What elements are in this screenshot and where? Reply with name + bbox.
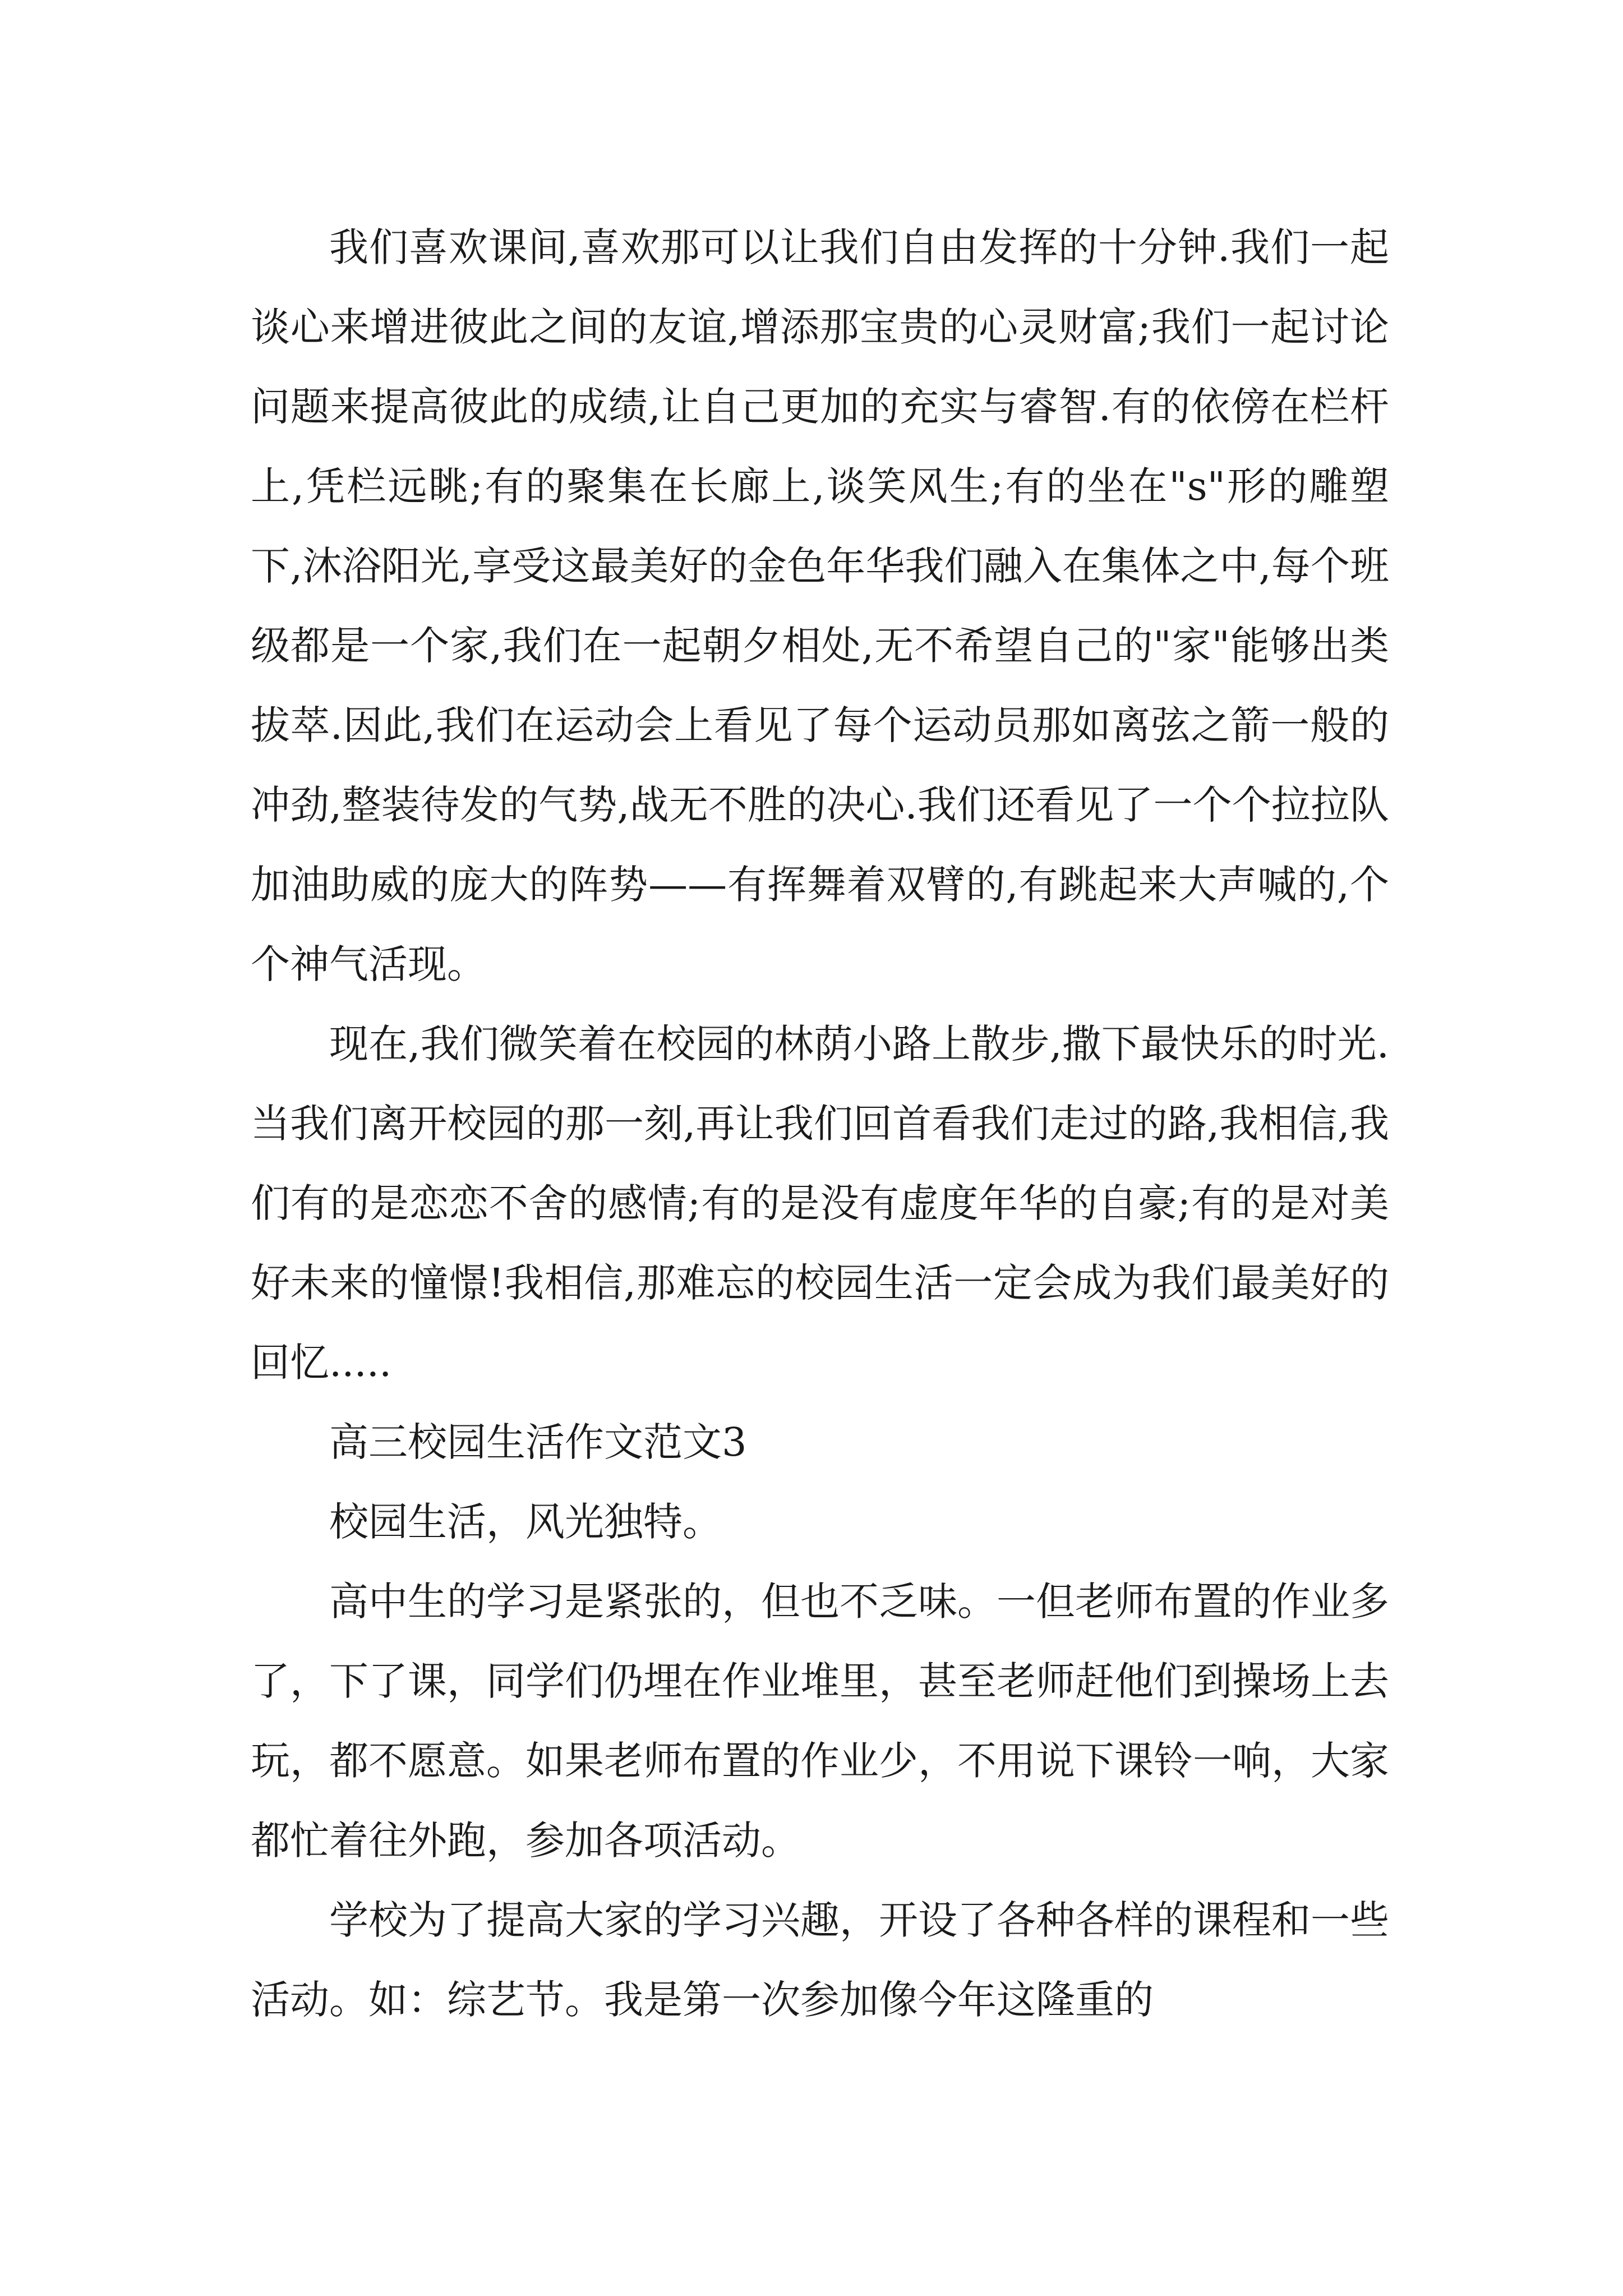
paragraph-activities: 学校为了提高大家的学习兴趣，开设了各种各样的课程和一些活动。如：综艺节。我是第一次参加像今年这隆重的 xyxy=(251,1897,1389,2023)
document-body xyxy=(251,208,1389,2040)
paragraph-study: 高中生的学习是紧张的，但也不乏味。一但老师布置的作业多了，下了课，同学们仍埋在作业堆里，甚至老师赶他们到操场上去玩，都不愿意。如果老师布置的作业少，不用说下课铃一响，大家都忙着往外跑，参加各项活动。 xyxy=(251,1579,1389,1864)
paragraph-campus-walk: 现在,我们微笑着在校园的林荫小路上散步,撒下最快乐的时光.当我们离开校园的那一刻,再让我们回首看我们走过的路,我相信,我们有的是恋恋不舍的感情;有的是没有虚度年华的自豪;有的是对美好未来的憧憬!我相信,那难忘的校园生活一定会成为我们最美好的回忆..... xyxy=(251,1021,1389,1386)
paragraph-recess: 我们喜欢课间,喜欢那可以让我们自由发挥的十分钟.我们一起谈心来增进彼此之间的友谊,增添那宝贵的心灵财富;我们一起讨论问题来提高彼此的成绩,让自己更加的充实与睿智.有的依傍在栏杆上,凭栏远眺;有的聚集在长廊上,谈笑风生;有的坐在"s"形的雕塑下,沐浴阳光,享受这最美好的金色年华我们融入在集体之中,每个班级都是一个家,我们在一起朝夕相处,无不希望自己的"家"能够出类拔萃.因此,我们在运动会上看见了每个运动员那如离弦之箭一般的冲劲,整装待发的气势,战无不胜的决心.我们还看见了一个个拉拉队加油助威的庞大的阵势——有挥舞着双臂的,有跳起来大声喊的,个个神气活现。 xyxy=(251,224,1389,987)
paragraph-campus-life: 校园生活，风光独特。 xyxy=(329,1499,722,1545)
essay-title: 高三校园生活作文范文3 xyxy=(329,1419,747,1465)
